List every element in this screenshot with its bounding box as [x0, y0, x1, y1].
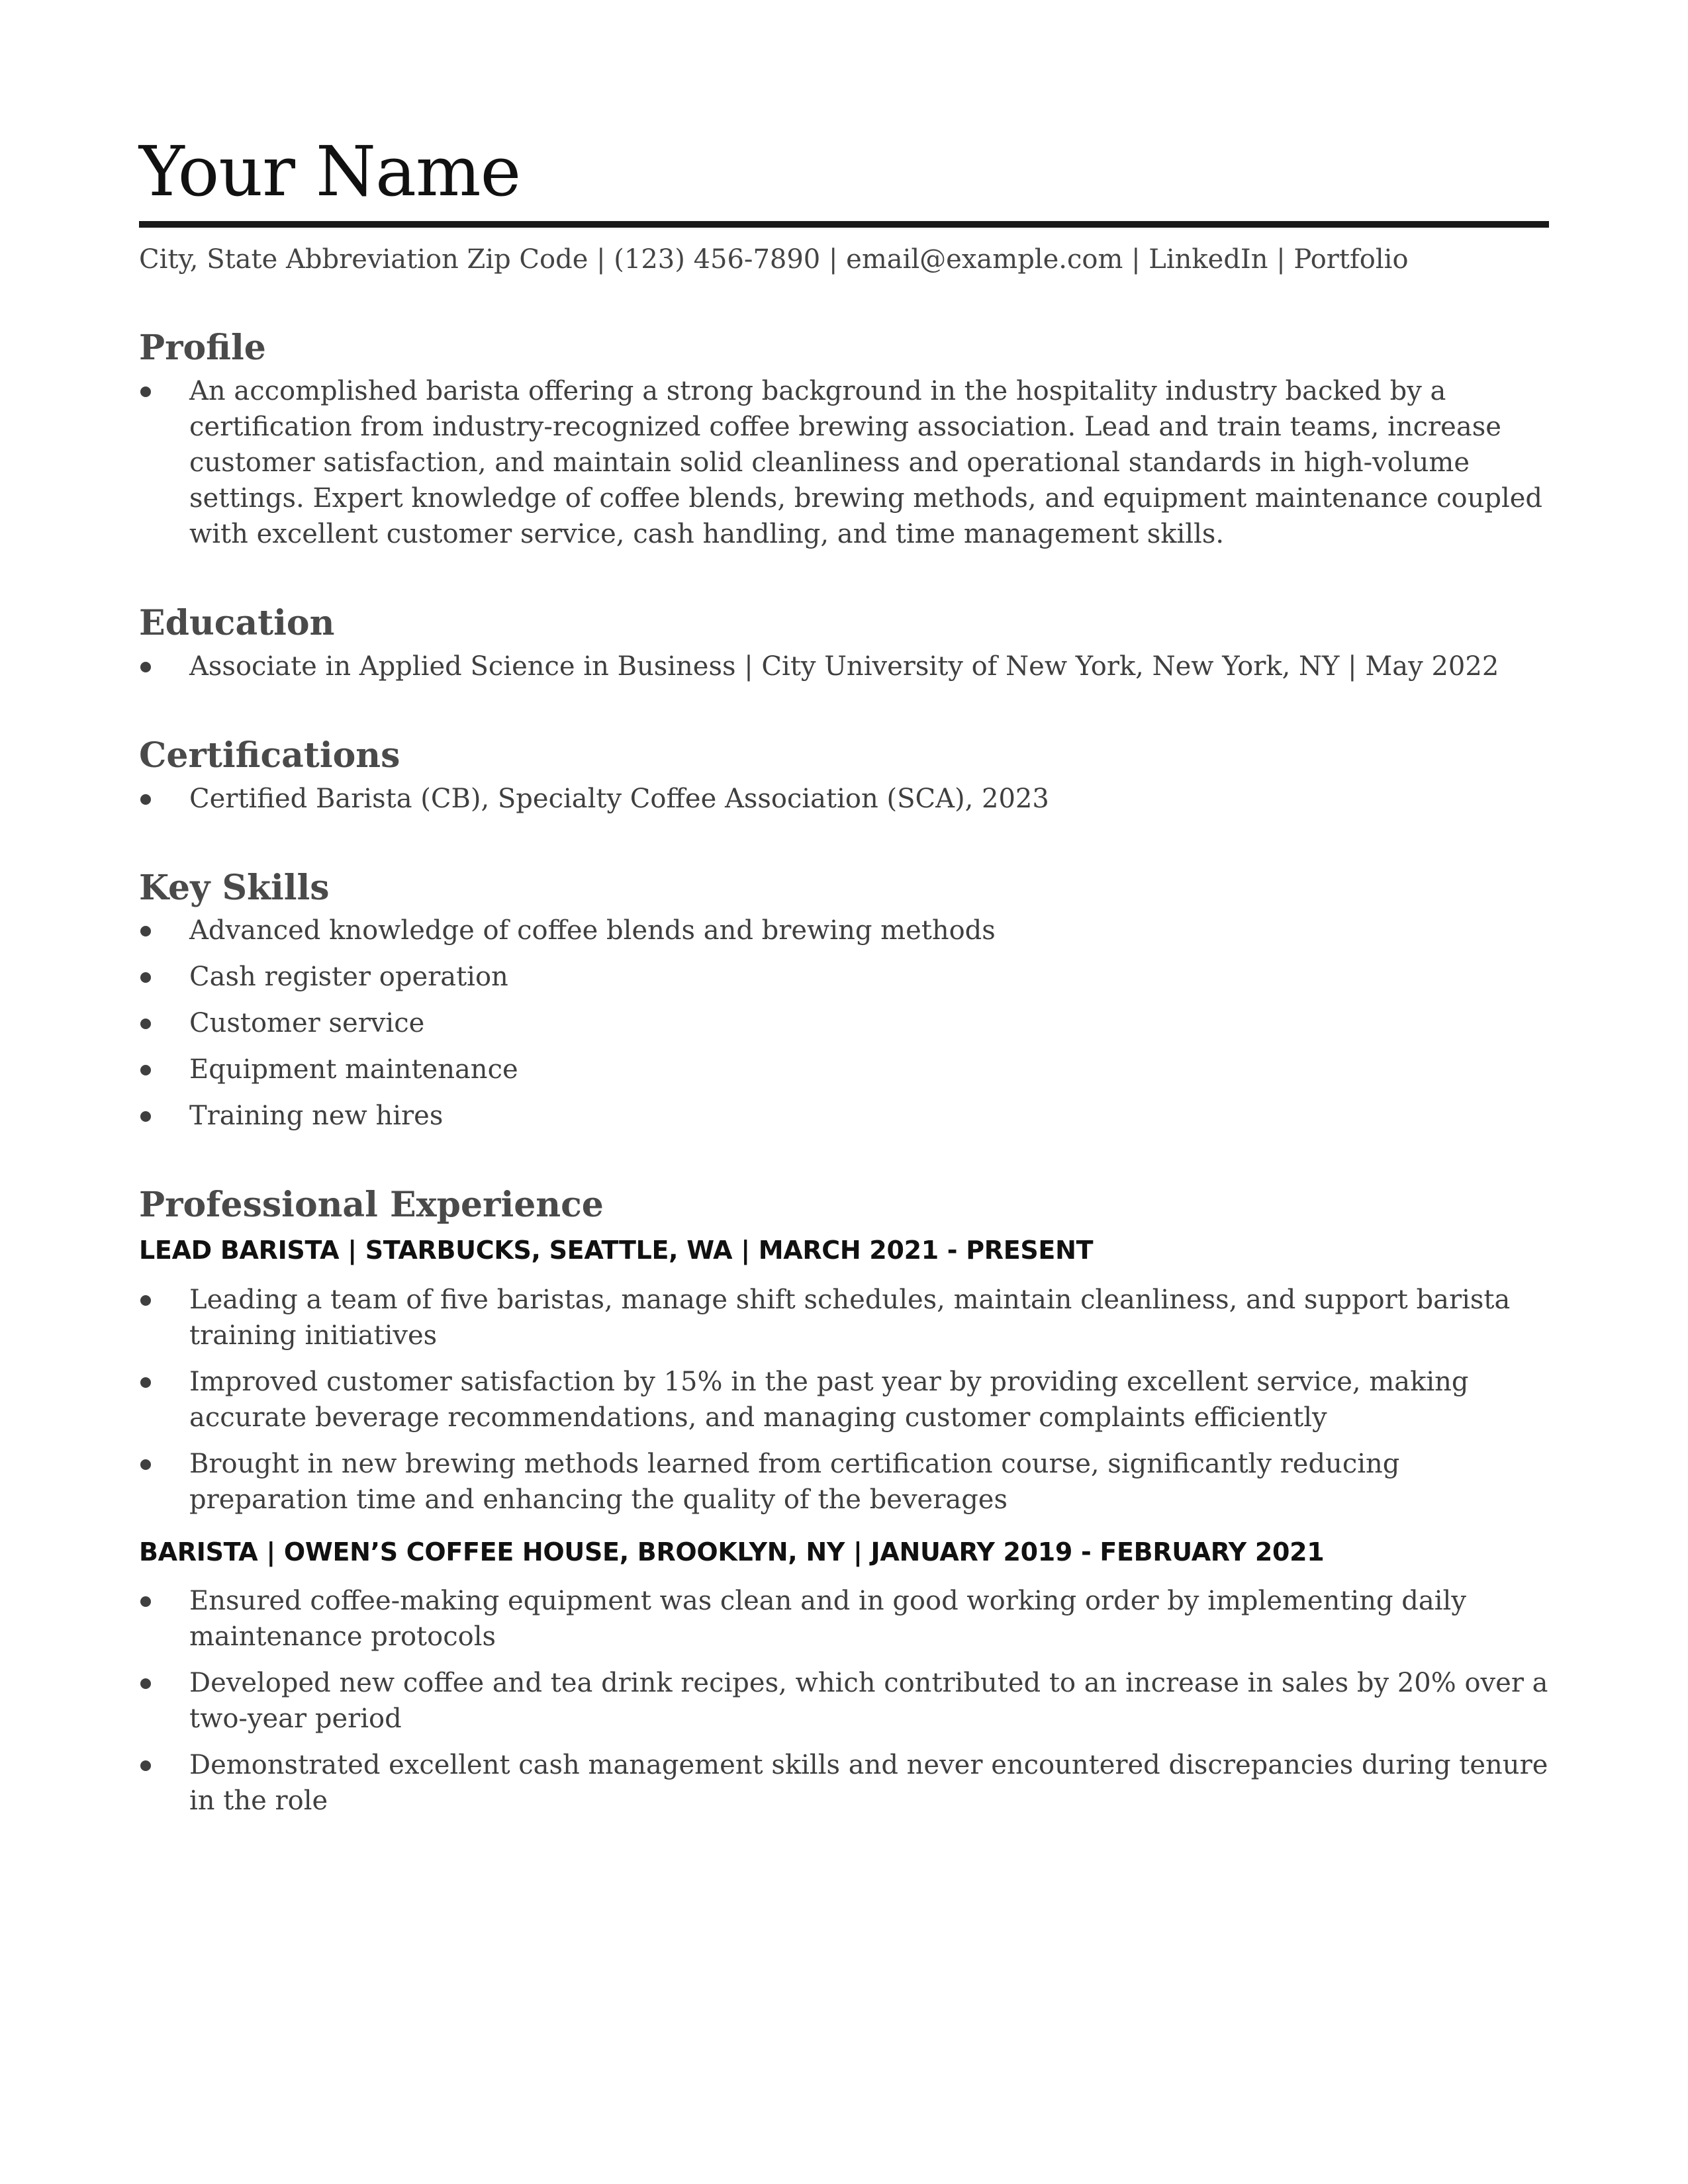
bullet-icon [140, 1111, 151, 1122]
skill-text: Equipment maintenance [189, 1054, 518, 1085]
list-item [139, 1282, 1549, 1353]
job-bullet-text: Brought in new brewing methods learned from certification course, significantly reducing preparation time and enhancing the quality of the beverages [189, 1448, 1400, 1515]
bullet-icon [140, 1295, 151, 1306]
list-item [139, 1583, 1549, 1655]
list-item [139, 1665, 1549, 1737]
list-item [139, 781, 1549, 817]
section-title-skills: Key Skills [139, 867, 330, 908]
bullet-icon [140, 1596, 151, 1607]
bullet-icon [140, 387, 151, 397]
bullet-icon [140, 1065, 151, 1075]
bullet-icon [140, 926, 151, 936]
skills-section [139, 868, 1549, 1134]
education-text: Associate in Applied Science in Business | City University of New York, New York, NY | May 2022 [189, 651, 1499, 682]
job-bullets [139, 1583, 1549, 1819]
certification-text: Certified Barista (CB), Specialty Coffee Association (SCA), 2023 [189, 783, 1049, 814]
profile-list [139, 373, 1549, 552]
bullet-icon [140, 662, 151, 672]
contact-line: City, State Abbreviation Zip Code | (123) 456-7890 | email@example.com | LinkedIn | Portfolio [139, 244, 1409, 275]
job-bullets [139, 1282, 1549, 1518]
list-item [139, 913, 1549, 948]
education-section [139, 604, 1549, 684]
list-item [139, 1052, 1549, 1087]
list-item [139, 959, 1549, 995]
resume-name: Your Name [139, 131, 521, 212]
skill-text: Customer service [189, 1008, 425, 1039]
job-bullet-text: Improved customer satisfaction by 15% in the past year by providing excellent service, making accurate beverage recommendations, and managing customer complaints efficiently [189, 1366, 1469, 1433]
section-title-education: Education [139, 602, 335, 643]
job-bullet-text: Ensured coffee-making equipment was clean and in good working order by implementing daily maintenance protocols [189, 1585, 1466, 1652]
resume-page [139, 131, 1549, 1829]
job-heading: BARISTA | OWEN’S COFFEE HOUSE, BROOKLYN, NY | JANUARY 2019 - FEBRUARY 2021 [139, 1537, 1325, 1567]
list-item [139, 1364, 1549, 1435]
profile-text: An accomplished barista offering a strong background in the hospitality industry backed by a certification from industry-recognized coffee brewing association. Lead and train teams, increase customer satisfaction, and maintain solid cleanliness and operational standards in high-volume settings. Expert knowledge of coffee blends, brewing methods, and equipment maintenance coupled with excellent customer service, cash handling, and time management skills. [189, 375, 1543, 549]
section-title-certifications: Certifications [139, 735, 400, 776]
header-divider [139, 221, 1549, 228]
certifications-section [139, 736, 1549, 817]
list-item [139, 373, 1549, 552]
bullet-icon [140, 1459, 151, 1470]
skills-list [139, 913, 1549, 1134]
bullet-icon [140, 794, 151, 805]
skill-text: Cash register operation [189, 962, 508, 993]
bullet-icon [140, 1377, 151, 1388]
skill-text: Training new hires [189, 1101, 444, 1132]
bullet-icon [140, 1019, 151, 1029]
section-title-experience: Professional Experience [139, 1185, 604, 1226]
list-item [139, 1098, 1549, 1134]
bullet-icon [140, 1678, 151, 1689]
job-bullet-text: Developed new coffee and tea drink recipes, which contributed to an increase in sales by 20% over a two-year period [189, 1667, 1548, 1734]
job-heading: LEAD BARISTA | STARBUCKS, SEATTLE, WA | MARCH 2021 - PRESENT [139, 1236, 1094, 1265]
education-list [139, 649, 1549, 684]
list-item [139, 1747, 1549, 1819]
skill-text: Advanced knowledge of coffee blends and brewing methods [189, 915, 996, 946]
bullet-icon [140, 972, 151, 983]
certifications-list [139, 781, 1549, 817]
experience-section [139, 1185, 1549, 1819]
job-bullet-text: Demonstrated excellent cash management skills and never encountered discrepancies during tenure in the role [189, 1749, 1548, 1816]
list-item [139, 1446, 1549, 1518]
bullet-icon [140, 1760, 151, 1771]
job-bullet-text: Leading a team of five baristas, manage shift schedules, maintain cleanliness, and support barista training initiatives [189, 1284, 1511, 1351]
list-item [139, 649, 1549, 684]
list-item [139, 1005, 1549, 1041]
section-title-profile: Profile [139, 328, 266, 369]
profile-section [139, 328, 1549, 552]
